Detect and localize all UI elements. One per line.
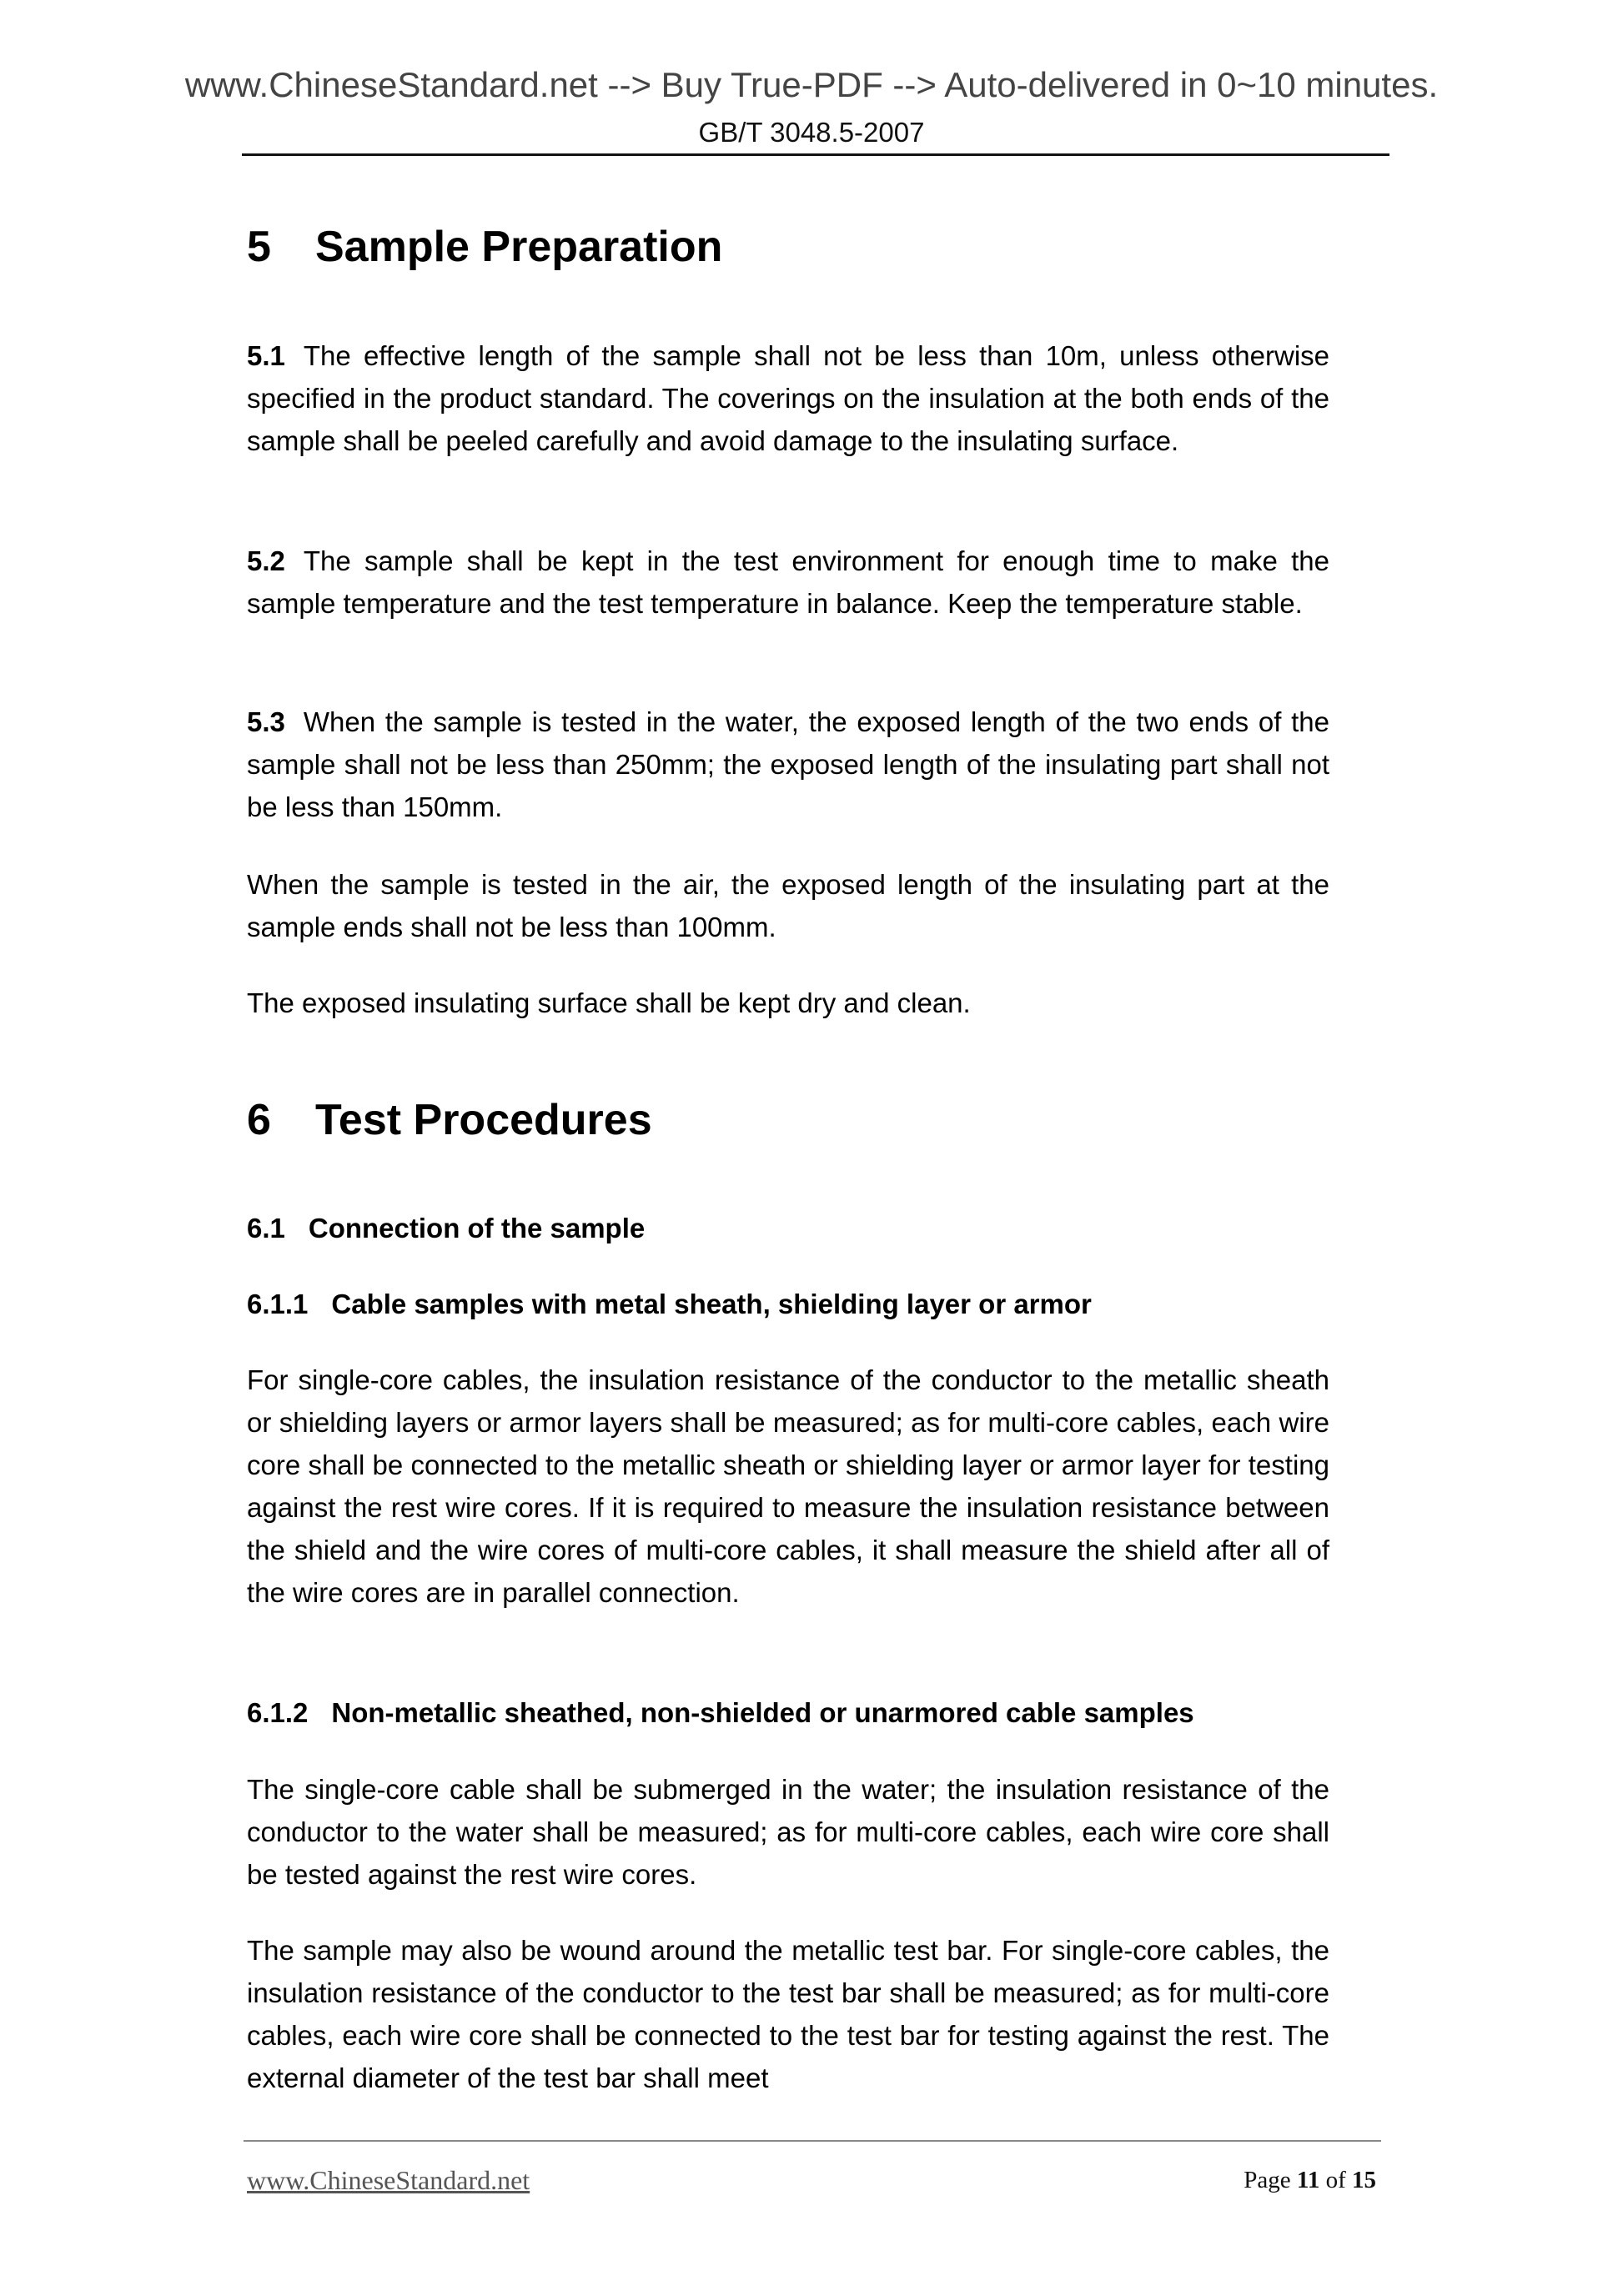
header-banner: www.ChineseStandard.net --> Buy True-PDF --> Auto-delivered in 0~10 minutes. — [184, 65, 1439, 104]
paragraph-5-2 — [247, 540, 1329, 625]
section-title: Sample Preparation — [315, 223, 723, 271]
subsection-6-1-heading — [247, 1213, 645, 1244]
paragraph-6-1-2-water: The single-core cable shall be submerged in the water; the insulation resistance of the conductor to the water shall be measured; as for multi-core cables, each wire core shall be tested against the rest wire cores. — [247, 1774, 1329, 1890]
paragraph-5-3-air: When the sample is tested in the air, the exposed length of the insulating part at the sample ends shall not be less than 100mm. — [247, 869, 1329, 942]
clause-number: 5.3 — [247, 706, 285, 737]
section-title: Connection of the sample — [308, 1213, 646, 1243]
header-divider — [242, 153, 1389, 156]
paragraph-5-1 — [247, 334, 1329, 462]
section-title: Non-metallic sheathed, non-shielded or unarmored cable samples — [331, 1697, 1194, 1728]
page-current: 11 — [1296, 2167, 1320, 2193]
section-number: 6.1.2 — [247, 1697, 309, 1728]
footer-website-link[interactable]: www.ChineseStandard.net — [247, 2165, 530, 2195]
standard-id: GB/T 3048.5-2007 — [698, 117, 925, 148]
clause-text: When the sample is tested in the water, the exposed length of the two ends of the sample shall not be less than 250mm; the exposed length of the insulating part shall not be less than 150mm. — [247, 706, 1329, 822]
section-title: Cable samples with metal sheath, shielding layer or armor — [331, 1289, 1092, 1319]
section-number: 6 — [247, 1096, 271, 1144]
page-indicator — [1234, 2167, 1376, 2194]
clause-text: The effective length of the sample shall not be less than 10m, unless otherwise specified in the product standard. The coverings on the insulation at the both ends of the sample shall be peeled carefully and avoid damage to the insulating surface. — [247, 340, 1329, 456]
paragraph-5-3-dry: The exposed insulating surface shall be kept dry and clean. — [247, 987, 971, 1018]
page-prefix: Page — [1244, 2167, 1291, 2193]
subsection-6-1-1-heading — [247, 1289, 1092, 1320]
paragraph-5-3 — [247, 701, 1329, 828]
paragraph-6-1-1: For single-core cables, the insulation resistance of the conductor to the metallic sheath or shielding layers or armor layers shall be measured; as for multi-core cables, each wire core shall be connected to the metallic sheath or shielding layer or armor layer for testing against the rest wire cores. If it is required to measure the insulation resistance between the shield and the wire cores of multi-core cables, it shall measure the shield after all of the wire cores are in parallel connection. — [247, 1364, 1329, 1608]
section-6-heading — [247, 1095, 652, 1145]
page-total: 15 — [1352, 2167, 1376, 2193]
clause-number: 5.1 — [247, 340, 285, 371]
subsection-6-1-2-heading — [247, 1697, 1194, 1729]
section-number: 5 — [247, 223, 271, 271]
section-5-heading — [247, 222, 722, 272]
section-number: 6.1.1 — [247, 1289, 309, 1319]
page-of: of — [1325, 2167, 1346, 2193]
section-number: 6.1 — [247, 1213, 285, 1243]
clause-text: The sample shall be kept in the test environment for enough time to make the sample temperature and the test temperature in balance. Keep the temperature stable. — [247, 545, 1329, 619]
section-title: Test Procedures — [315, 1096, 652, 1144]
clause-number: 5.2 — [247, 545, 285, 576]
footer-divider — [244, 2140, 1381, 2142]
paragraph-6-1-2-test-bar: The sample may also be wound around the metallic test bar. For single-core cables, the insulation resistance of the conductor to the test bar shall be measured; as for multi-core cables, each wire core shall be connected to the test bar for testing against the rest. The external diameter of the test bar shall meet — [247, 1935, 1329, 2093]
